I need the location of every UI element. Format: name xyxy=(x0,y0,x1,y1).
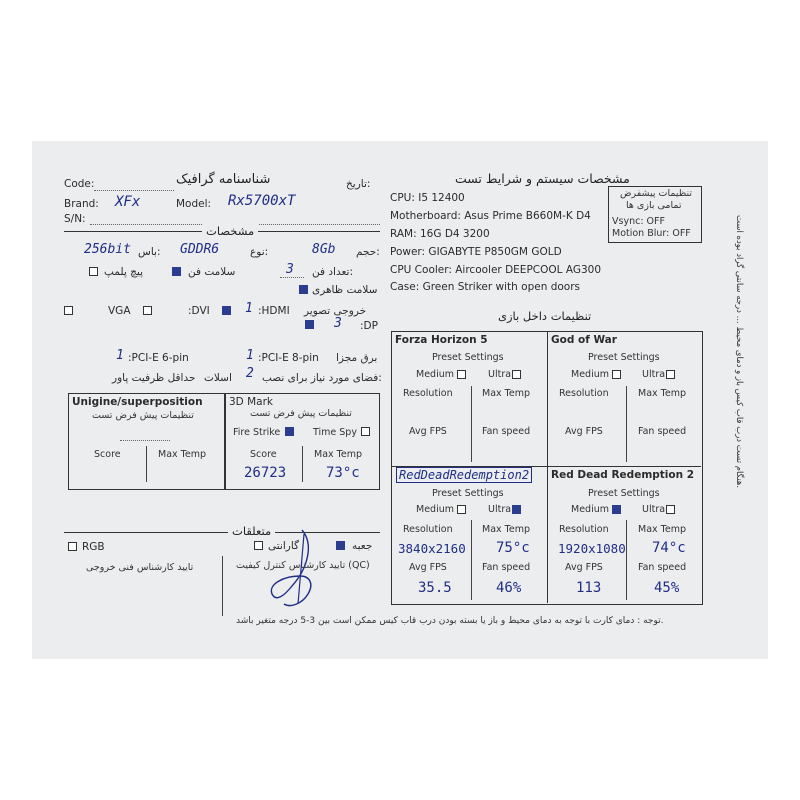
vga-label: VGA xyxy=(108,305,131,317)
rdr2b-col-divider xyxy=(626,520,627,600)
forza-res-label: Resolution xyxy=(403,388,453,399)
cooler-spec: CPU Cooler: Aircooler DEEPCOOL AG300 xyxy=(390,264,601,276)
rdr2b-fan-value: 45% xyxy=(654,580,680,596)
type-value: GDDR6 xyxy=(180,242,220,257)
power-spec: Power: GIGABYTE P850GM GOLD xyxy=(390,246,562,258)
rdr2b-fps-label: Avg FPS xyxy=(565,562,603,573)
fan-count-value: 3 xyxy=(286,262,294,277)
forza-temp-label: Max Temp xyxy=(482,388,530,399)
hdmi-label: :HDMI xyxy=(258,305,290,317)
accessories-divider xyxy=(64,532,380,533)
unigine-temp-label: Max Temp xyxy=(158,449,206,460)
code-line xyxy=(94,190,174,191)
system-title: مشخصات سیستم و شرایط تست xyxy=(455,171,630,186)
box-label: جعبه xyxy=(352,540,373,552)
3dmark-title: 3D Mark xyxy=(229,396,273,408)
motherboard-spec: Motherboard: Asus Prime B660M-K D4 xyxy=(390,210,591,222)
volume-value: 8Gb xyxy=(312,242,336,257)
3dmark-preset: تنظیمات پیش فرض تست xyxy=(250,408,352,419)
accessories-header: متعلقات xyxy=(228,524,275,538)
forza-medium-checkbox[interactable] xyxy=(457,370,466,379)
timespy-checkbox[interactable] xyxy=(361,427,370,436)
vga-checkbox[interactable] xyxy=(64,306,73,315)
gow-medium-checkbox[interactable] xyxy=(612,370,621,379)
rdr2b-temp-value: 74°c xyxy=(652,540,686,556)
gow-fan-label: Fan speed xyxy=(638,426,687,437)
rdr2b-preset: Preset Settings xyxy=(588,488,660,499)
timespy-label: Time Spy xyxy=(313,427,357,438)
forza-ultra-label: Ultra xyxy=(488,369,512,380)
fan-count-line xyxy=(280,277,304,278)
approval-divider xyxy=(222,556,223,616)
unigine-preset: تنظیمات پیش فرض تست xyxy=(92,410,194,421)
game-title-gow: God of War xyxy=(551,334,617,346)
appearance-label: سلامت ظاهری xyxy=(312,284,378,296)
psu-label: حداقل ظرفیت پاور xyxy=(112,372,196,384)
3dmark-score-value: 26723 xyxy=(244,465,287,481)
rdr2a-fps-label: Avg FPS xyxy=(409,562,447,573)
gow-ultra-checkbox[interactable] xyxy=(666,370,675,379)
3dmark-temp-label: Max Temp xyxy=(314,449,362,460)
hdmi-checkbox[interactable] xyxy=(222,306,231,315)
rdr2b-fan-label: Fan speed xyxy=(638,562,687,573)
dp-value: 3 xyxy=(334,316,342,331)
rdr2a-res-value: 3840x2160 xyxy=(398,541,466,556)
rdr2a-temp-label: Max Temp xyxy=(482,524,530,535)
ram-spec: RAM: 16G D4 3200 xyxy=(390,228,490,240)
3dmark-score-label: Score xyxy=(250,449,277,460)
rdr2b-temp-label: Max Temp xyxy=(638,524,686,535)
cpu-spec: CPU: I5 12400 xyxy=(390,192,465,204)
gpu-card-title: شناسنامه گرافیک xyxy=(176,172,271,187)
volume-label: حجم: xyxy=(356,246,380,258)
output-label: خروجی تصویر xyxy=(304,305,367,317)
forza-fps-label: Avg FPS xyxy=(409,426,447,437)
power-label: برق مجزا xyxy=(336,352,378,364)
gow-res-label: Resolution xyxy=(559,388,609,399)
brand-value: XFx xyxy=(115,194,141,210)
game-title-rdr2: Red Dead Redemption 2 xyxy=(551,469,695,481)
forza-ultra-checkbox[interactable] xyxy=(512,370,521,379)
forza-fan-label: Fan speed xyxy=(482,426,531,437)
fan-health-label: سلامت فن xyxy=(188,266,236,278)
date-label: تاریخ: xyxy=(346,178,371,190)
qc-approval-label: تایید کارشناس کنترل کیفیت (QC) xyxy=(236,560,370,571)
gow-fps-label: Avg FPS xyxy=(565,426,603,437)
unigine-divider xyxy=(146,446,147,482)
rdr2b-fps-value: 113 xyxy=(576,580,602,596)
gow-medium-label: Medium xyxy=(571,369,609,380)
rdr2a-fan-label: Fan speed xyxy=(482,562,531,573)
model-value: Rx5700xT xyxy=(228,193,296,209)
slots-value: 2 xyxy=(246,366,254,381)
rdr2b-res-value: 1920x1080 xyxy=(558,541,626,556)
bus-value: 256bit xyxy=(84,242,131,257)
model-label: Model: xyxy=(176,198,212,210)
firestrike-checkbox[interactable] xyxy=(285,427,294,436)
rdr2b-medium-label: Medium xyxy=(571,504,609,515)
motion-blur-setting: Motion Blur: OFF xyxy=(612,228,691,239)
rdr2a-fps-value: 35.5 xyxy=(418,580,452,596)
rdr2b-medium-checkbox[interactable] xyxy=(612,505,621,514)
appearance-checkbox[interactable] xyxy=(299,285,308,294)
unigine-score-label: Score xyxy=(94,449,121,460)
side-note: هنگام تست درب قاب کیس باز و دمای محیط ... درجه سانتی گراد بوده است. xyxy=(734,215,744,489)
game-title-rdr2-handwritten: RedDeadRedemption2 xyxy=(396,467,532,483)
game-settings-line-1: تنظیمات پیشفرض xyxy=(620,188,693,199)
rdr2a-col-divider xyxy=(471,520,472,600)
dvi-checkbox[interactable] xyxy=(143,306,152,315)
brand-label: Brand: xyxy=(64,198,99,210)
dp-checkbox[interactable] xyxy=(305,320,314,329)
pcie6-label: :PCI-E 6-pin xyxy=(128,352,189,364)
code-label: Code: xyxy=(64,178,95,190)
rdr2a-medium-checkbox[interactable] xyxy=(457,505,466,514)
rdr2a-medium-label: Medium xyxy=(416,504,454,515)
bus-label: باس: xyxy=(138,246,161,258)
type-label: نوع: xyxy=(250,246,269,258)
slots-unit: اسلات xyxy=(204,372,232,384)
rdr2a-res-label: Resolution xyxy=(403,524,453,535)
signature xyxy=(262,524,332,612)
warranty-label: گارانتی xyxy=(268,540,300,552)
rgb-checkbox[interactable] xyxy=(68,542,77,551)
pcie8-label: :PCI-E 8-pin xyxy=(258,352,319,364)
slots-label: فضای مورد نیاز برای نصب: xyxy=(262,372,382,384)
screw-seal-label: پیچ پلمپ xyxy=(104,266,143,278)
3dmark-divider xyxy=(302,446,303,482)
hdmi-value: 1 xyxy=(245,301,253,316)
screw-seal-checkbox[interactable] xyxy=(89,267,98,276)
rdr2a-preset: Preset Settings xyxy=(432,488,504,499)
fan-health-checkbox[interactable] xyxy=(172,267,181,276)
rdr2a-ultra-checkbox[interactable] xyxy=(512,505,521,514)
game-title-forza: Forza Horizon 5 xyxy=(395,334,488,346)
gow-ultra-label: Ultra xyxy=(642,369,666,380)
gow-temp-label: Max Temp xyxy=(638,388,686,399)
ingame-header: تنظیمات داخل بازی xyxy=(498,309,592,323)
game-settings-line-2: تمامی بازی ها xyxy=(626,200,682,211)
tech-approval-label: تایید کارشناس فنی خروجی xyxy=(86,562,194,573)
footnote: توجه : دمای کارت با توجه به دمای محیط و باز یا بسته بودن درب قاب کیس ممکن است بین 3-5 درجه متغیر باشد. xyxy=(236,616,664,626)
vsync-setting: Vsync: OFF xyxy=(612,216,665,227)
pcie6-value: 1 xyxy=(116,348,124,363)
rdr2b-ultra-label: Ultra xyxy=(642,504,666,515)
unigine-dash xyxy=(120,440,170,441)
pcie8-value: 1 xyxy=(246,348,254,363)
forza-col-divider xyxy=(471,386,472,462)
dp-label: :DP xyxy=(360,320,378,332)
games-grid-vdivider xyxy=(547,331,548,603)
sn-label: S/N: xyxy=(64,213,86,225)
rdr2a-fan-value: 46% xyxy=(496,580,522,596)
forza-medium-label: Medium xyxy=(416,369,454,380)
specs-header: مشخصات xyxy=(202,224,258,238)
rdr2a-temp-value: 75°c xyxy=(496,540,530,556)
rdr2a-ultra-label: Ultra xyxy=(488,504,512,515)
rdr2b-res-label: Resolution xyxy=(559,524,609,535)
fan-count-label: تعداد فن: xyxy=(312,266,353,278)
gow-col-divider xyxy=(626,386,627,462)
rgb-label: RGB xyxy=(82,541,105,553)
box-checkbox[interactable] xyxy=(336,541,345,550)
case-spec: Case: Green Striker with open doors xyxy=(390,281,580,293)
rdr2b-ultra-checkbox[interactable] xyxy=(666,505,675,514)
firestrike-label: Fire Strike xyxy=(233,427,281,438)
dvi-label: :DVI xyxy=(188,305,210,317)
unigine-title: Unigine/superposition xyxy=(72,396,203,408)
forza-preset: Preset Settings xyxy=(432,352,504,363)
gow-preset: Preset Settings xyxy=(588,352,660,363)
3dmark-temp-value: 73°c xyxy=(326,465,360,481)
